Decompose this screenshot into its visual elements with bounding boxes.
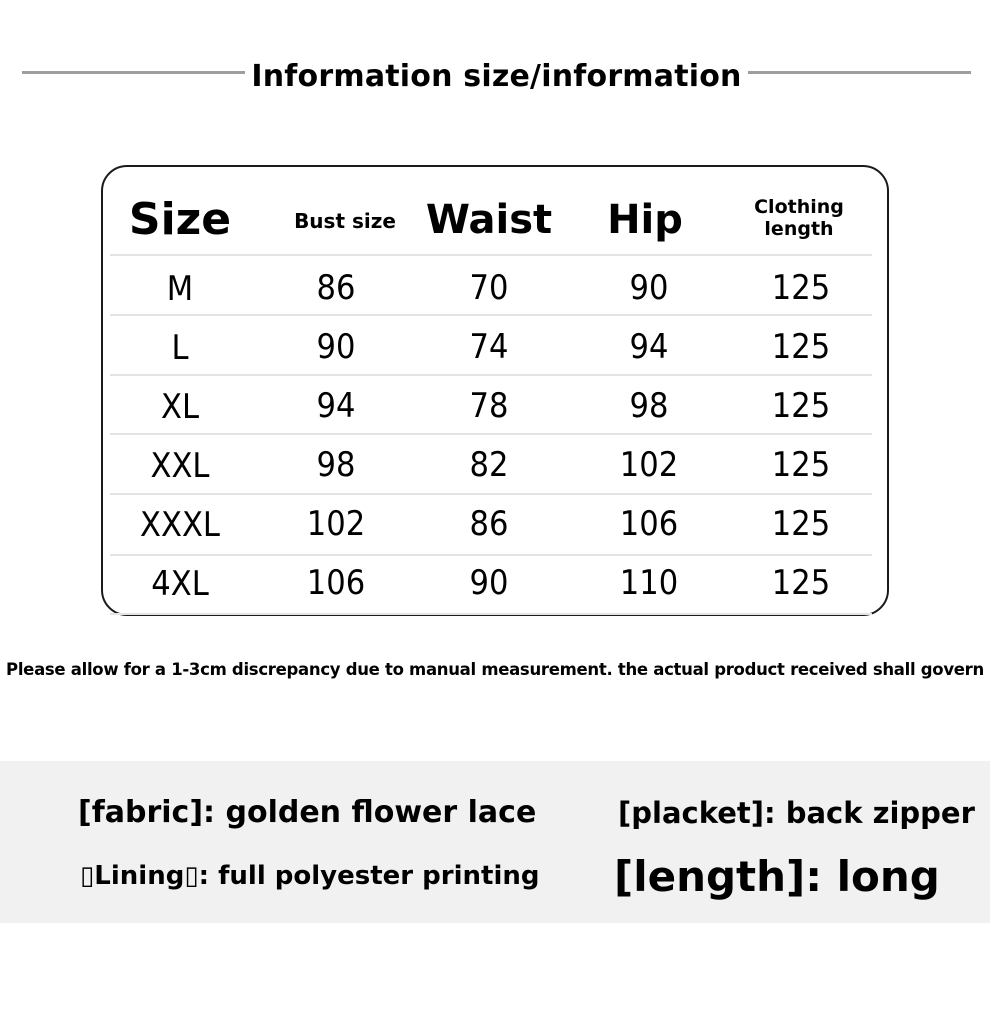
cell-size: XXXL — [140, 505, 220, 545]
measurement-note: Please allow for a 1-3cm discrepancy due to manual measurement. the actual product received shall govern — [6, 660, 984, 679]
cell-bust: 98 — [316, 445, 356, 485]
row-divider — [110, 554, 872, 556]
title-divider-left — [22, 71, 245, 74]
header-size: Size — [128, 194, 232, 245]
cell-hip: 98 — [629, 386, 669, 426]
row-divider — [110, 314, 872, 316]
row-divider — [110, 254, 872, 256]
row-divider — [110, 374, 872, 376]
cell-size: L — [171, 328, 189, 368]
cell-size: M — [166, 269, 194, 309]
header-bust: Bust size — [294, 209, 396, 233]
placket-attribute: [placket]: back zipper — [618, 796, 975, 830]
cell-length: 125 — [771, 445, 831, 485]
row-divider — [110, 613, 872, 615]
title-divider-right — [748, 71, 971, 74]
cell-length: 125 — [771, 504, 831, 544]
cell-bust: 94 — [316, 386, 356, 426]
cell-length: 125 — [771, 386, 831, 426]
cell-size: XXL — [150, 446, 210, 486]
cell-size: 4XL — [151, 564, 209, 604]
fabric-attribute: [fabric]: golden flower lace — [78, 795, 537, 830]
length-attribute: [length]: long — [614, 852, 940, 901]
cell-bust: 102 — [306, 504, 366, 544]
cell-waist: 74 — [469, 327, 509, 367]
header-clothing-length: Clothing length — [754, 196, 844, 240]
cell-hip: 106 — [619, 504, 679, 544]
cell-waist: 86 — [469, 504, 509, 544]
cell-hip: 94 — [629, 327, 669, 367]
cell-hip: 102 — [619, 445, 679, 485]
page-title: Information size/information — [251, 59, 742, 94]
cell-length: 125 — [771, 563, 831, 603]
cell-hip: 110 — [619, 563, 679, 603]
row-divider — [110, 493, 872, 495]
cell-length: 125 — [771, 268, 831, 308]
cell-hip: 90 — [629, 268, 669, 308]
header-hip: Hip — [607, 197, 683, 243]
row-divider — [110, 433, 872, 435]
cell-waist: 70 — [469, 268, 509, 308]
cell-bust: 106 — [306, 563, 366, 603]
cell-bust: 90 — [316, 327, 356, 367]
cell-waist: 82 — [469, 445, 509, 485]
cell-waist: 78 — [469, 386, 509, 426]
cell-bust: 86 — [316, 268, 356, 308]
lining-attribute: ▯L​ining▯: full polyester printing — [80, 861, 540, 891]
cell-length: 125 — [771, 327, 831, 367]
cell-waist: 90 — [469, 563, 509, 603]
cell-size: XL — [160, 387, 199, 427]
header-waist: Waist — [425, 197, 553, 243]
